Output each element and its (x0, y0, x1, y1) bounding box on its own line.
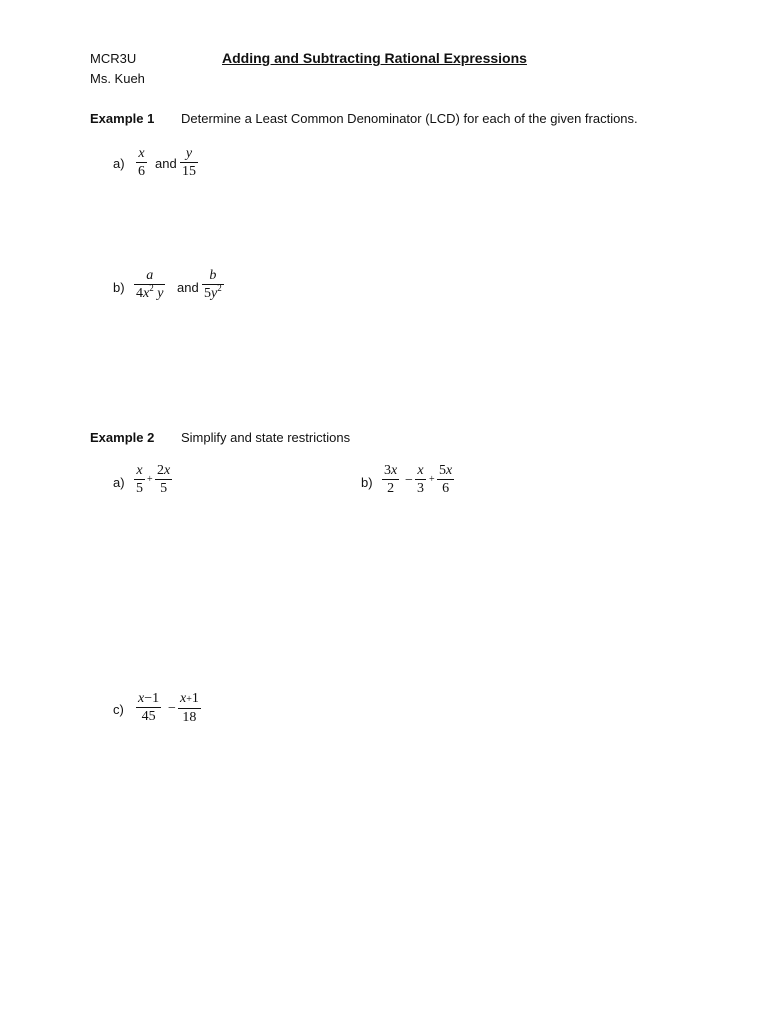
example-2-instruction: Simplify and state restrictions (181, 430, 351, 445)
fraction-3x-over-2: $\frac{3x}{2}$ (384, 463, 398, 496)
minus-operator: − (405, 473, 413, 488)
example-2c-label: c) (113, 702, 124, 717)
page-title: Adding and Subtracting Rational Expressions (222, 50, 527, 66)
and-word: and (177, 280, 199, 295)
fraction-x-over-5: $\frac{x}{5}$ (136, 463, 143, 496)
example-2a-label: a) (113, 475, 125, 490)
fraction-x-over-3: $\frac{x}{3}$ (417, 463, 424, 496)
fraction-b-over-5y2: $\frac{b}{5y^2}$ (204, 268, 222, 301)
plus-operator: + (429, 474, 435, 485)
plus-operator: + (147, 474, 153, 485)
fraction-2x-over-5: $\frac{2x}{5}$ (157, 463, 171, 496)
example-2b-label: b) (361, 475, 373, 490)
example-1-instruction: Determine a Least Common Denominator (LCD) for each of the given fractions. (181, 111, 638, 126)
example-1b-label: b) (113, 280, 125, 295)
fraction-5x-over-6: $\frac{5x}{6}$ (439, 463, 453, 496)
fraction-y-over-15: $\frac{y}{15}$ (182, 146, 196, 179)
fraction-x-plus-1-over-18: $\frac{x+1}{18}$ (180, 691, 199, 725)
course-code: MCR3U (90, 51, 137, 66)
teacher-name: Ms. Kueh (90, 71, 145, 86)
minus-operator: − (168, 701, 176, 716)
fraction-x-minus-1-over-45: $\frac{x-1}{45}$ (138, 691, 160, 724)
and-word: and (155, 156, 177, 171)
example-1a-label: a) (113, 156, 125, 171)
example-2-label: Example 2 (90, 430, 155, 445)
example-1-label: Example 1 (90, 111, 155, 126)
fraction-a-over-4x2y: $\frac{a}{4x^2 y}$ (136, 268, 164, 301)
fraction-x-over-6: $\frac{x}{6}$ (138, 146, 145, 179)
